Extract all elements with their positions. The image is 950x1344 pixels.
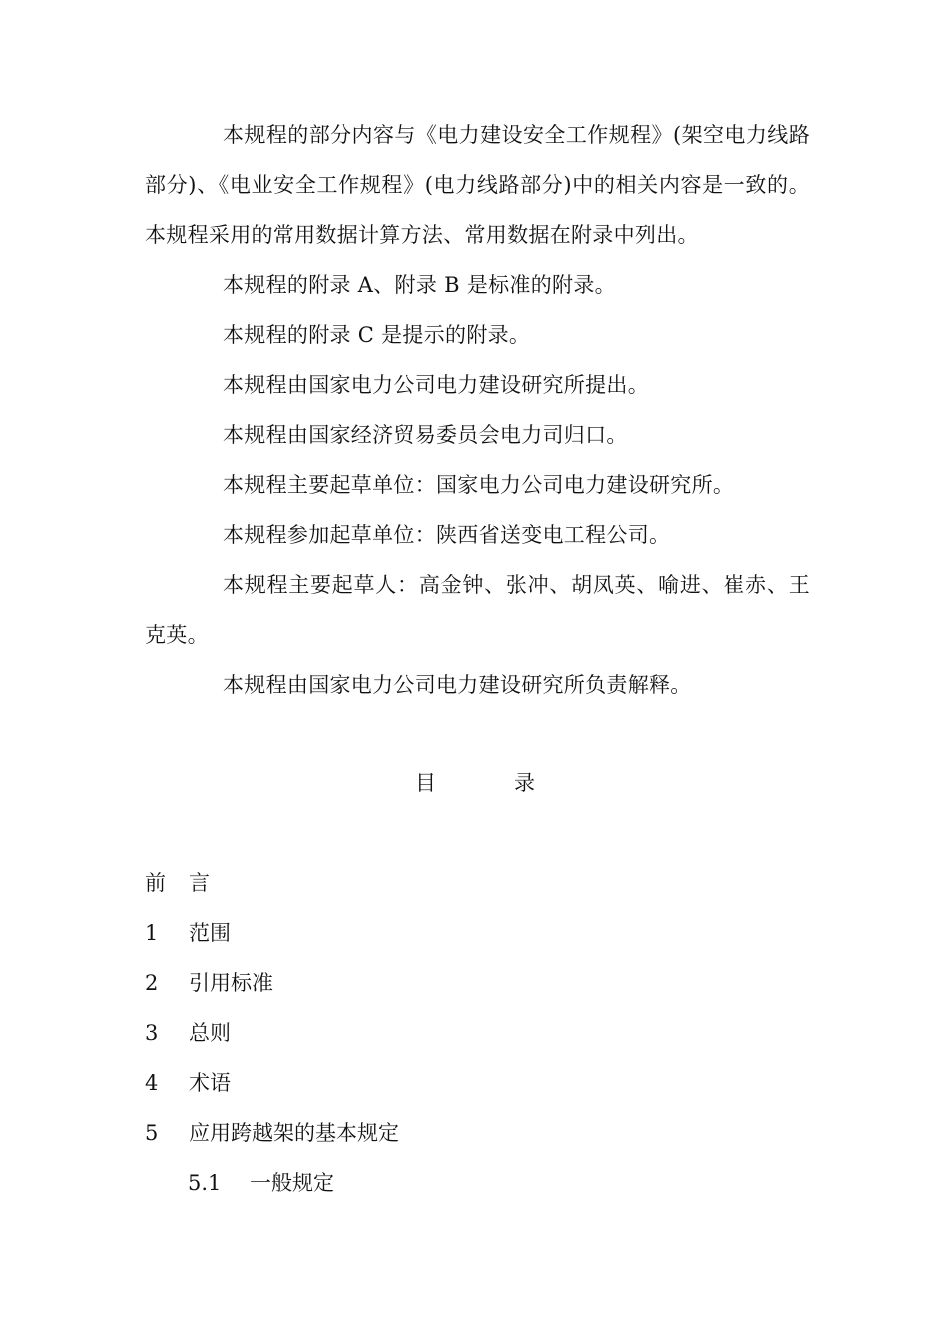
- toc-entry-label: 术语: [189, 1071, 231, 1095]
- toc-entry-label: 言: [189, 871, 210, 895]
- toc-entry[interactable]: [145, 866, 210, 900]
- toc-entry-number: 4: [145, 1071, 159, 1095]
- preface-paragraph: 本规程由国家电力公司电力建设研究所负责解释。: [223, 673, 692, 697]
- toc-entry-number: 前: [145, 871, 166, 895]
- toc-title: 目录: [415, 771, 613, 795]
- toc-entry-label: 引用标准: [189, 971, 273, 995]
- toc-entry-number: 5.1: [188, 1171, 222, 1195]
- preface-paragraph: 本规程的附录 C 是提示的附录。: [223, 323, 531, 347]
- toc-subentry[interactable]: [188, 1166, 334, 1200]
- preface-paragraph: 本规程的部分内容与《电力建设安全工作规程》(架空电力线路部分)、《电业安全工作规程》(电力线路部分)中的相关内容是一致的。本规程采用的常用数据计算方法、常用数据在附录中列出。: [145, 123, 810, 247]
- toc-entry[interactable]: [145, 1116, 399, 1150]
- toc-entry[interactable]: [145, 966, 273, 1000]
- preface-paragraph: 本规程参加起草单位：陕西省送变电工程公司。: [223, 523, 671, 547]
- toc-entry-number: 3: [145, 1021, 159, 1045]
- preface-paragraph: 本规程主要起草单位：国家电力公司电力建设研究所。: [223, 473, 735, 497]
- preface-paragraph: 本规程的附录 A、附录 B 是标准的附录。: [223, 273, 616, 297]
- preface-paragraph: 本规程由国家电力公司电力建设研究所提出。: [223, 373, 649, 397]
- toc-entry[interactable]: [145, 916, 231, 950]
- toc-entry-label: 应用跨越架的基本规定: [189, 1121, 399, 1145]
- toc-entry-number: 1: [145, 921, 159, 945]
- toc-entry[interactable]: [145, 1016, 231, 1050]
- toc-entry-label: 一般规定: [250, 1171, 334, 1195]
- toc-entry-label: 总则: [189, 1021, 231, 1045]
- toc-entry-number: 2: [145, 971, 159, 995]
- preface-paragraph: 本规程主要起草人：高金钟、张冲、胡凤英、喻进、崔赤、王克英。: [145, 573, 810, 647]
- preface-paragraph: 本规程由国家经济贸易委员会电力司归口。: [223, 423, 628, 447]
- toc-entry-number: 5: [145, 1121, 159, 1145]
- toc-entry-label: 范围: [189, 921, 231, 945]
- toc-entry[interactable]: [145, 1066, 231, 1100]
